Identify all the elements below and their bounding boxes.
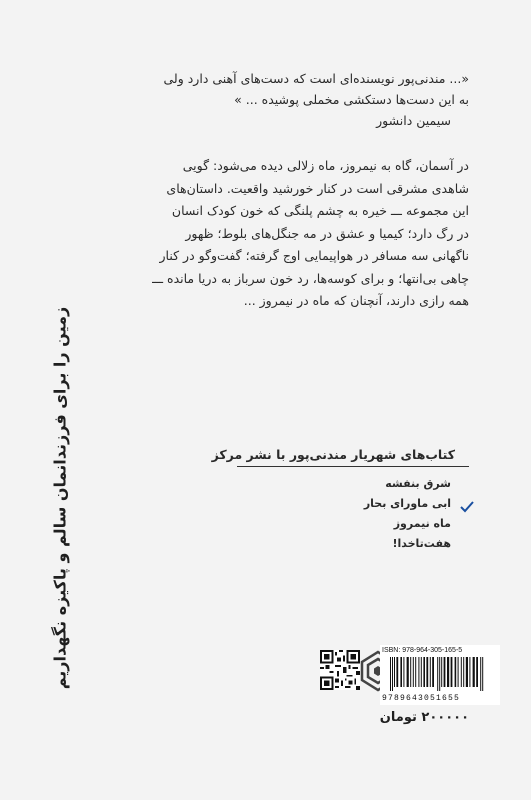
- description-line: این مجموعه ـــ خیره به چشم پلنگی که خون کودک انسان: [171, 203, 469, 218]
- book-item-current: ماه نیمروز: [393, 517, 451, 530]
- books-list: [251, 474, 451, 554]
- description-line: ناگهانی سه مسافر در هواپیمایی اوج گرفته؛ گفت‌وگو در کنار: [159, 248, 469, 263]
- price: ۲۰۰۰۰۰ تومان: [379, 710, 469, 725]
- book-item: ابی ماورای بحار: [363, 497, 451, 510]
- qr-code: [320, 650, 360, 690]
- isbn-barcode: [380, 645, 500, 705]
- description-line: شاهدی مشرقی است در کنار خورشید واقعیت. داستان‌های: [166, 180, 469, 196]
- book-item: شرق بنفشه: [385, 477, 451, 490]
- barcode-number: 9789643051655: [382, 694, 461, 703]
- books-heading: کتاب‌های شهریار مندنی‌پور با نشر مرکز: [211, 447, 455, 462]
- books-divider: [237, 466, 469, 467]
- quote-line: به این دست‌ها دستکشی مخملی پوشیده ... »: [234, 92, 469, 107]
- description-line: چاهی بی‌انتها؛ و برای کوسه‌ها، رد خون سرباز به دریا مانده ـــ: [152, 270, 469, 286]
- book-item: هفت‌تاخدا!: [392, 537, 451, 550]
- spine-slogan: زمین را برای فرزندانمان سالم و پاکیزه نگهداریم: [50, 306, 70, 690]
- quote-author: سیمین دانشور: [376, 113, 451, 128]
- description-line: در رگ دارد؛ کیمیا و عشق در مه جنگل‌های بلوط؛ ظهور: [185, 225, 469, 241]
- isbn-label: ISBN: 978-964-305-165-5: [382, 647, 463, 654]
- barcode-bars: [388, 657, 492, 691]
- quote-block: [163, 68, 469, 110]
- quote-line: «... مندنی‌پور نویسنده‌ای است که دست‌های آهنی دارد ولی: [163, 71, 469, 86]
- description-line: در آسمان، گاه به نیمروز، ماه زلالی دیده می‌شود: گویی: [182, 158, 469, 173]
- description-paragraph: [152, 155, 469, 313]
- description-line: همه رازی دارند، آنچنان که ماه در نیمروز ...: [243, 293, 469, 308]
- checkmark-icon: [460, 501, 474, 513]
